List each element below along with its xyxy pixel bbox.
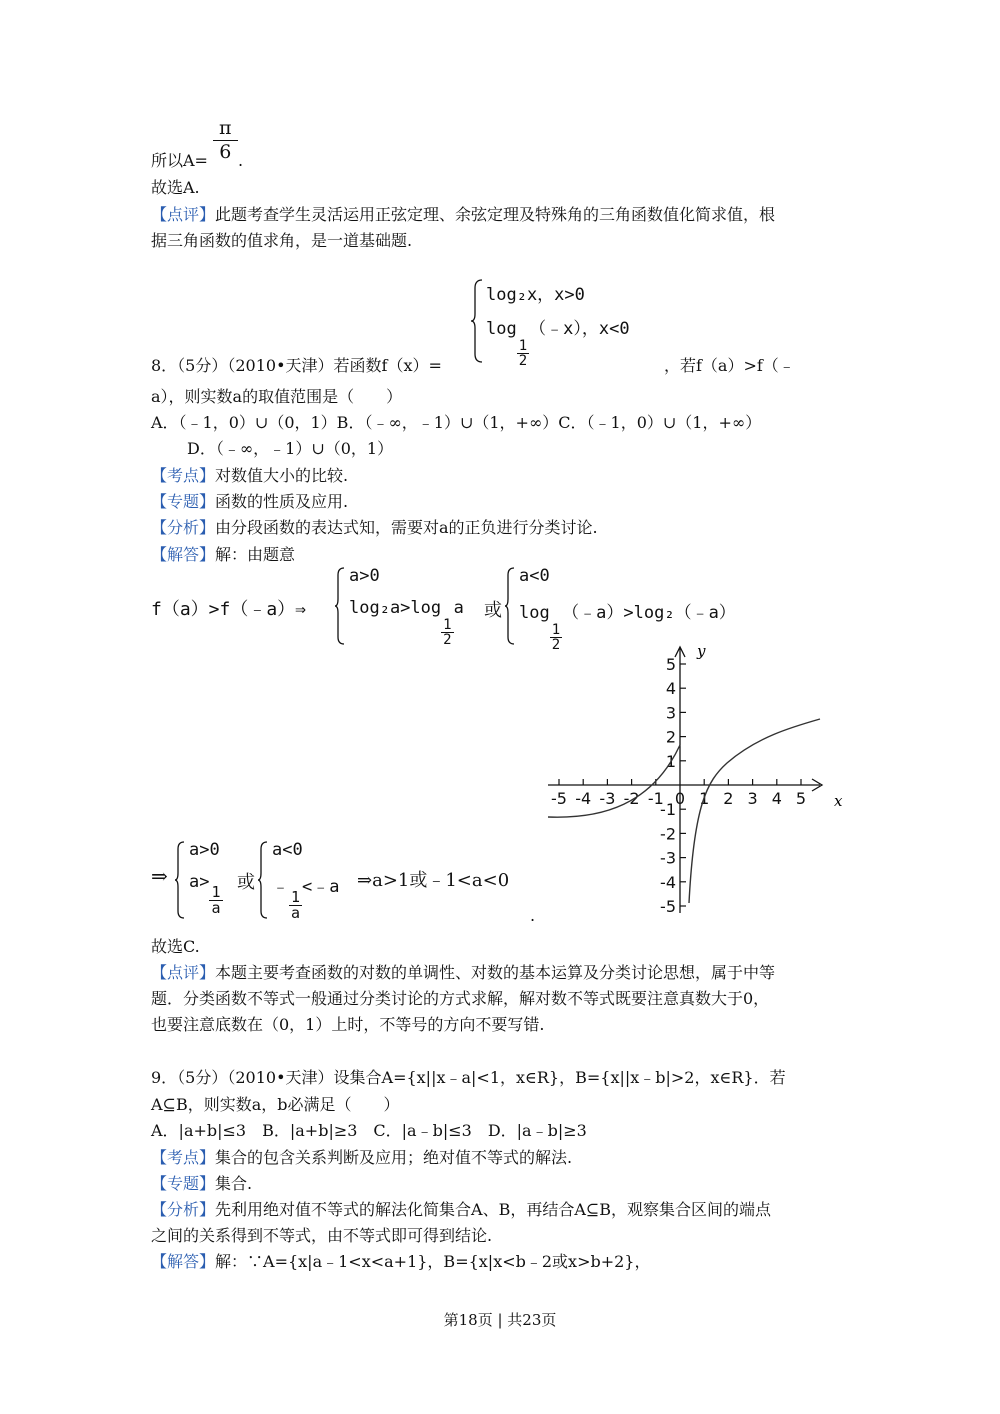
x-tick-label: -4 — [575, 789, 592, 808]
eq2-arrow: ⇒ — [151, 864, 168, 888]
q8-option-d: D．（﹣∞，﹣1）∪（0，1） — [187, 439, 394, 458]
pi-numerator: π — [213, 119, 238, 141]
eq1-sys1-bottom — [349, 598, 464, 647]
jieda-tag: 【解答】 — [151, 545, 216, 564]
choose-A: 故选A. — [151, 178, 200, 197]
q9-zhuanti — [151, 1172, 252, 1196]
eq1-sys2-top: a<0 — [519, 566, 550, 586]
q8-stem-a: 8．（5分）（2010•天津）若函数f（x）= — [151, 356, 442, 375]
kaodian-tag: 【考点】 — [151, 466, 216, 485]
graph-x-label: x — [834, 792, 843, 810]
q8-stem-b: ，若f（a）>f（﹣ — [664, 356, 795, 375]
q9-kaodian-tag: 【考点】 — [151, 1148, 216, 1167]
eq2-result: ⇒a>1或﹣1<a<0 — [357, 870, 510, 891]
eq1-sys1-base-den: 2 — [443, 632, 452, 648]
y-tick-label: 3 — [665, 703, 676, 723]
x-tick-label: 2 — [723, 789, 734, 808]
q9-options: A．|a+b|≤3 B．|a+b|≥3 C．|a﹣b|≤3 D．|a﹣b|≥3 — [151, 1121, 587, 1140]
x-tick-label: 4 — [771, 789, 782, 808]
piece2-base-num: 1 — [518, 338, 528, 354]
q9-zhuanti-tag: 【专题】 — [151, 1174, 216, 1193]
x-tick-label: 1 — [699, 789, 710, 808]
eq1-sys1-base-num: 1 — [443, 617, 452, 633]
eq2-sys1-frac-den: a — [211, 899, 221, 917]
y-tick-label: -4 — [660, 872, 676, 892]
graph-y-label: y — [697, 645, 706, 660]
graph-curve-right — [689, 719, 820, 903]
eq1-sys2-bottom — [519, 598, 736, 652]
q9-jieda-tag: 【解答】 — [151, 1252, 216, 1271]
eq1-left: f（a）>f（﹣a）⇒ — [151, 599, 307, 620]
y-tick-label: -2 — [660, 824, 676, 844]
eq1-sys2-bottom-a: log — [519, 603, 550, 623]
eq1-or: 或 — [484, 600, 502, 621]
q9-jieda — [151, 1250, 650, 1274]
page-footer: 第18页 | 共23页 — [443, 1311, 557, 1329]
y-tick-label: 2 — [665, 727, 676, 747]
x-tick-label: -2 — [623, 789, 640, 808]
zhuanti-text: 函数的性质及应用. — [215, 492, 349, 511]
eq2-sys2-bottom-b: <﹣a — [302, 877, 340, 897]
jieda-text: 解：由题意 — [215, 545, 296, 564]
eq1-brace-2 — [504, 566, 516, 646]
q8-jieda — [151, 543, 295, 567]
y-tick-label: -5 — [660, 897, 676, 916]
so-A-label: 所以A= — [151, 151, 208, 170]
function-graph — [542, 645, 852, 920]
y-tick-label: -3 — [660, 848, 676, 868]
eq2-sys2-top: a<0 — [272, 840, 303, 860]
zhuanti-tag: 【专题】 — [151, 492, 216, 511]
q8-kaodian — [151, 464, 348, 488]
graph-axes — [548, 647, 822, 913]
q8-dianping-3: 也要注意底数在（0，1）上时，不等号的方向不要写错. — [151, 1015, 545, 1034]
q9-jieda-text: 解：∵A={x|a﹣1<x<a+1}，B={x|x<b﹣2或x>b+2}， — [215, 1252, 651, 1271]
eq2-sys1-bottom-a: a> — [189, 872, 210, 892]
eq2-sys1-top: a>0 — [189, 840, 220, 860]
q8-stem-c: a），则实数a的取值范围是（ ） — [151, 387, 403, 406]
q9-fenxi-1 — [151, 1198, 771, 1222]
eq1-brace-1 — [334, 566, 346, 646]
eq2-sys2-bottom-a: ﹣ — [272, 877, 289, 897]
q9-stem-1: 9．（5分）（2010•天津）设集合A={x||x﹣a|<1，x∈R}，B={x||x﹣b|>2，x∈R}．若 — [151, 1068, 786, 1087]
piece2-base-den: 2 — [518, 353, 528, 369]
piece2-rest: （﹣x），x<0 — [529, 319, 630, 339]
x-tick-label: 3 — [747, 789, 758, 808]
eq2-dot: . — [530, 906, 536, 925]
fenxi-tag: 【分析】 — [151, 518, 216, 537]
eq1-sys2-bottom-b: （﹣a）>log₂（﹣a） — [562, 603, 736, 623]
eq1-sys2-base-den: 2 — [551, 637, 561, 653]
y-tick-label: 4 — [665, 679, 676, 699]
comment-text-1: 此题考查学生灵活运用正弦定理、余弦定理及特殊角的三角函数值化简求值，根 — [215, 205, 776, 224]
choose-C: 故选C. — [151, 937, 200, 956]
q8-dianping-1 — [151, 961, 775, 985]
dianping-tag: 【点评】 — [151, 963, 216, 982]
q9-kaodian — [151, 1146, 572, 1170]
q9-kaodian-text: 集合的包含关系判断及应用；绝对值不等式的解法. — [215, 1148, 573, 1167]
q8-dianping-2: 题．分类函数不等式一般通过分类讨论的方式求解，解对数不等式既要注意真数大于0， — [151, 989, 770, 1008]
q9-fenxi-2: 之间的关系得到不等式，由不等式即可得到结论. — [151, 1226, 493, 1245]
q8-options-abc: A．（﹣1，0）∪（0，1）B．（﹣∞，﹣1）∪（1，+∞）C．（﹣1，0）∪（1，+∞） — [151, 413, 762, 432]
eq2-brace-2 — [257, 840, 269, 920]
eq2-brace-1 — [174, 840, 186, 920]
comment-line-1 — [151, 203, 775, 227]
eq2-sys2-frac-den: a — [291, 904, 301, 922]
eq2-sys2-bottom — [272, 872, 340, 921]
q9-zhuanti-text: 集合. — [215, 1174, 253, 1193]
x-tick-label: -1 — [647, 789, 664, 808]
eq1-sys1-top: a>0 — [349, 566, 380, 586]
q8-fenxi — [151, 516, 598, 540]
fenxi-text: 由分段函数的表达式知，需要对a的正负进行分类讨论. — [215, 518, 598, 537]
piecewise-case-2 — [486, 314, 630, 368]
x-tick-label: -5 — [551, 789, 567, 808]
dianping-text-1: 本题主要考查函数的对数的单调性、对数的基本运算及分类讨论思想，属于中等 — [215, 963, 776, 982]
x-tick-label: -3 — [599, 789, 616, 808]
eq1-sys1-bottom-a: log₂a>log — [349, 598, 442, 618]
y-tick-label: 1 — [665, 751, 676, 771]
x-tick-label: 0 — [674, 789, 686, 808]
pi-denominator: 6 — [219, 141, 232, 163]
q8-zhuanti — [151, 490, 348, 514]
eq2-sys2-frac-num: 1 — [291, 888, 301, 906]
q9-stem-2: A⊆B，则实数a，b必满足（ ） — [151, 1095, 400, 1114]
kaodian-text: 对数值大小的比较. — [215, 466, 349, 485]
eq2-or: 或 — [237, 872, 255, 893]
y-tick-label: -1 — [660, 800, 676, 820]
eq1-sys2-base-num: 1 — [551, 622, 561, 638]
comment-line-2: 据三角函数的值求角，是一道基础题. — [151, 231, 413, 250]
so-A-text — [151, 149, 243, 173]
eq2-sys1-bottom — [189, 872, 223, 916]
x-tick-label: 5 — [795, 789, 807, 808]
so-A-period: . — [237, 151, 244, 170]
q9-fenxi-text-1: 先利用绝对值不等式的解法化简集合A、B，再结合A⊆B，观察集合区间的端点 — [215, 1200, 772, 1219]
piecewise-case-1: log₂x，x>0 — [486, 285, 585, 305]
comment-tag: 【点评】 — [151, 205, 216, 224]
piecewise-brace — [470, 278, 484, 364]
piece2-log: log — [486, 319, 517, 339]
eq1-sys1-bottom-b: a — [453, 598, 464, 618]
eq2-sys1-frac-num: 1 — [211, 883, 221, 901]
q9-fenxi-tag: 【分析】 — [151, 1200, 216, 1219]
y-tick-label: 5 — [665, 655, 676, 674]
